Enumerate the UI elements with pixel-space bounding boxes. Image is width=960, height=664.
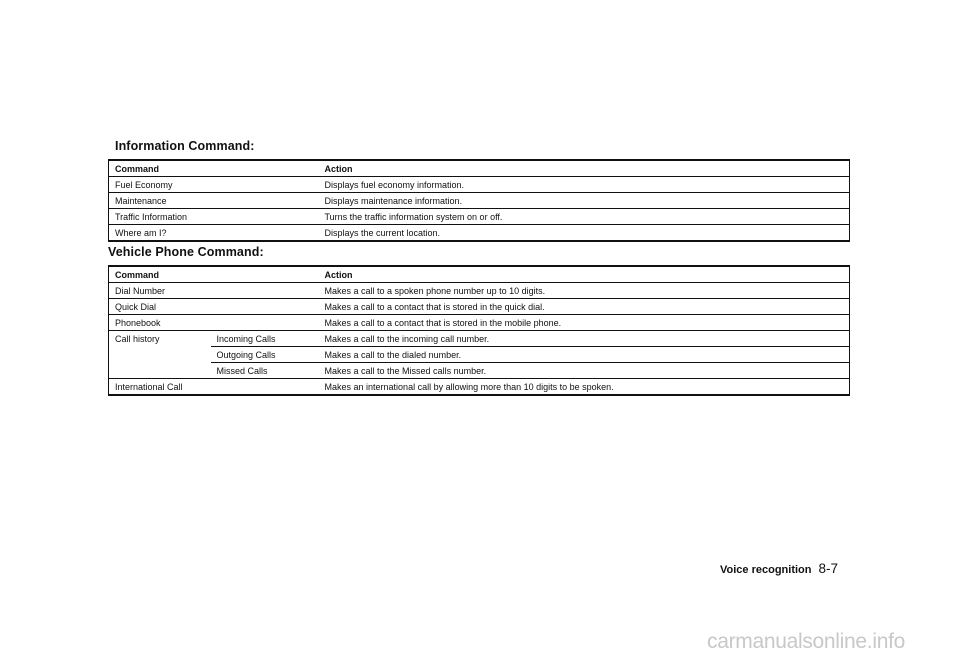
call-history-group-cell: Call history (115, 334, 160, 344)
command-cell: Traffic Information (115, 212, 188, 222)
action-cell: Makes a call to the Missed calls number. (319, 363, 850, 379)
page-footer (720, 561, 838, 576)
action-cell: Makes a call to the dialed number. (319, 347, 850, 363)
table-row (109, 331, 850, 347)
column-header-command: Command (115, 164, 160, 174)
sub-command-cell: Missed Calls (211, 363, 319, 379)
action-cell: Displays maintenance information. (324, 196, 463, 206)
command-cell: Maintenance (115, 196, 167, 206)
watermark: carmanualsonline.info (707, 630, 905, 653)
command-cell: Quick Dial (115, 302, 157, 312)
command-cell: Phonebook (115, 318, 161, 328)
sub-command-cell: Incoming Calls (216, 334, 276, 344)
action-cell: Makes a call to a spoken phone number up to 10 digits. (324, 286, 546, 296)
vehicle-phone-command-heading: Vehicle Phone Command: (108, 245, 264, 259)
column-header-action: Action (324, 164, 353, 174)
action-cell: Makes a call to a contact that is stored in the mobile phone. (324, 318, 562, 328)
sub-command-cell: Outgoing Calls (211, 347, 319, 363)
information-command-table (108, 159, 850, 242)
action-cell: Makes a call to a contact that is stored in the quick dial. (324, 302, 545, 312)
vehicle-phone-command-table (108, 265, 850, 396)
action-cell: Displays the current location. (324, 228, 441, 238)
table-row (109, 209, 850, 225)
table-row (109, 363, 850, 379)
information-command-heading: Information Command: (115, 139, 255, 153)
table-row (109, 347, 850, 363)
table-header-row (109, 160, 850, 177)
table-header-row (109, 266, 850, 283)
table-row (109, 225, 850, 242)
action-cell: Makes an international call by allowing more than 10 digits to be spoken. (324, 382, 614, 392)
command-cell: Fuel Economy (115, 180, 173, 190)
page-number: 8-7 (818, 561, 838, 576)
action-cell: Makes a call to the incoming call number. (324, 334, 490, 344)
column-header-action: Action (324, 270, 353, 280)
column-header-command: Command (115, 270, 160, 280)
table-row (109, 315, 850, 331)
action-cell: Turns the traffic information system on or off. (324, 212, 503, 222)
action-cell: Displays fuel economy information. (324, 180, 465, 190)
command-cell: International Call (115, 382, 183, 392)
command-cell: Where am I? (115, 228, 167, 238)
table-row (109, 379, 850, 396)
command-cell: Dial Number (115, 286, 166, 296)
table-row (109, 177, 850, 193)
table-row (109, 299, 850, 315)
footer-section-name: Voice recognition (720, 564, 812, 576)
table-row (109, 193, 850, 209)
table-row (109, 283, 850, 299)
